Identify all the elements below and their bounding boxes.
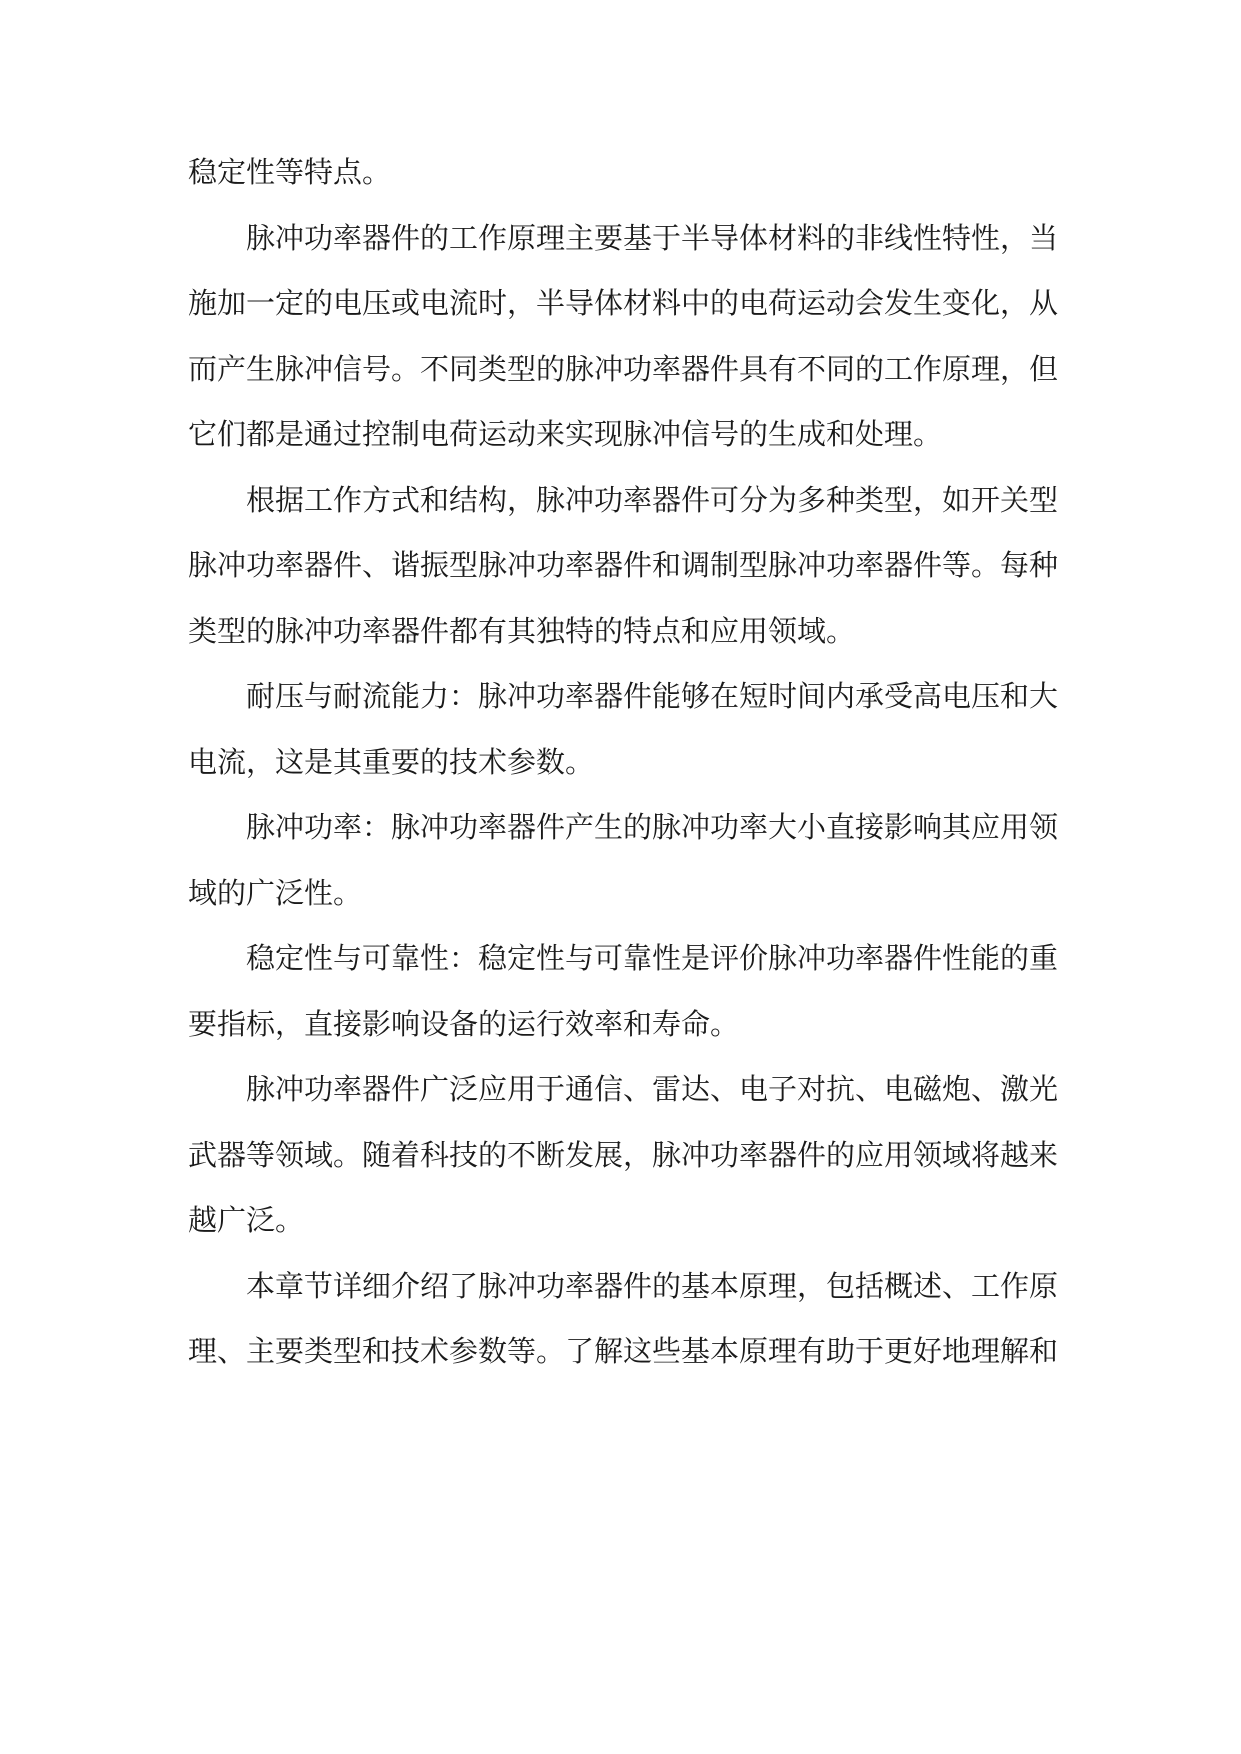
- text-line: 要指标，直接影响设备的运行效率和寿命。: [188, 1006, 740, 1041]
- text-line: 脉冲功率器件、谐振型脉冲功率器件和调制型脉冲功率器件等。每种: [188, 548, 1059, 582]
- text-line: 稳定性等特点。: [188, 155, 392, 189]
- text-line: 武器等领域。随着科技的不断发展，脉冲功率器件的应用领域将越来: [188, 1137, 1059, 1172]
- text-line: 越广泛。: [188, 1203, 305, 1237]
- text-line: 它们都是通过控制电荷运动来实现脉冲信号的生成和处理。: [188, 417, 943, 451]
- text-line: 本章节详细介绍了脉冲功率器件的基本原理，包括概述、工作原: [246, 1268, 1059, 1303]
- text-line: 类型的脉冲功率器件都有其独特的特点和应用领域。: [188, 613, 856, 648]
- text-line: 施加一定的电压或电流时，半导体材料中的电荷运动会发生变化，从: [188, 286, 1059, 320]
- text-line: 脉冲功率：脉冲功率器件产生的脉冲功率大小直接影响其应用领: [246, 810, 1059, 844]
- text-line: 电流，这是其重要的技术参数。: [188, 744, 595, 779]
- text-line: 根据工作方式和结构，脉冲功率器件可分为多种类型，如开关型: [246, 482, 1059, 517]
- text-line: 而产生脉冲信号。不同类型的脉冲功率器件具有不同的工作原理，但: [188, 351, 1059, 386]
- text-line: 脉冲功率器件的工作原理主要基于半导体材料的非线性特性，当: [246, 220, 1059, 255]
- text-line: 脉冲功率器件广泛应用于通信、雷达、电子对抗、电磁炮、激光: [246, 1072, 1059, 1106]
- document-body: [188, 140, 1059, 1385]
- text-line: 域的广泛性。: [188, 875, 363, 910]
- text-line: 耐压与耐流能力：脉冲功率器件能够在短时间内承受高电压和大: [246, 679, 1059, 713]
- text-line: 理、主要类型和技术参数等。了解这些基本原理有助于更好地理解和: [188, 1334, 1059, 1368]
- text-line: 稳定性与可靠性：稳定性与可靠性是评价脉冲功率器件性能的重: [246, 941, 1059, 975]
